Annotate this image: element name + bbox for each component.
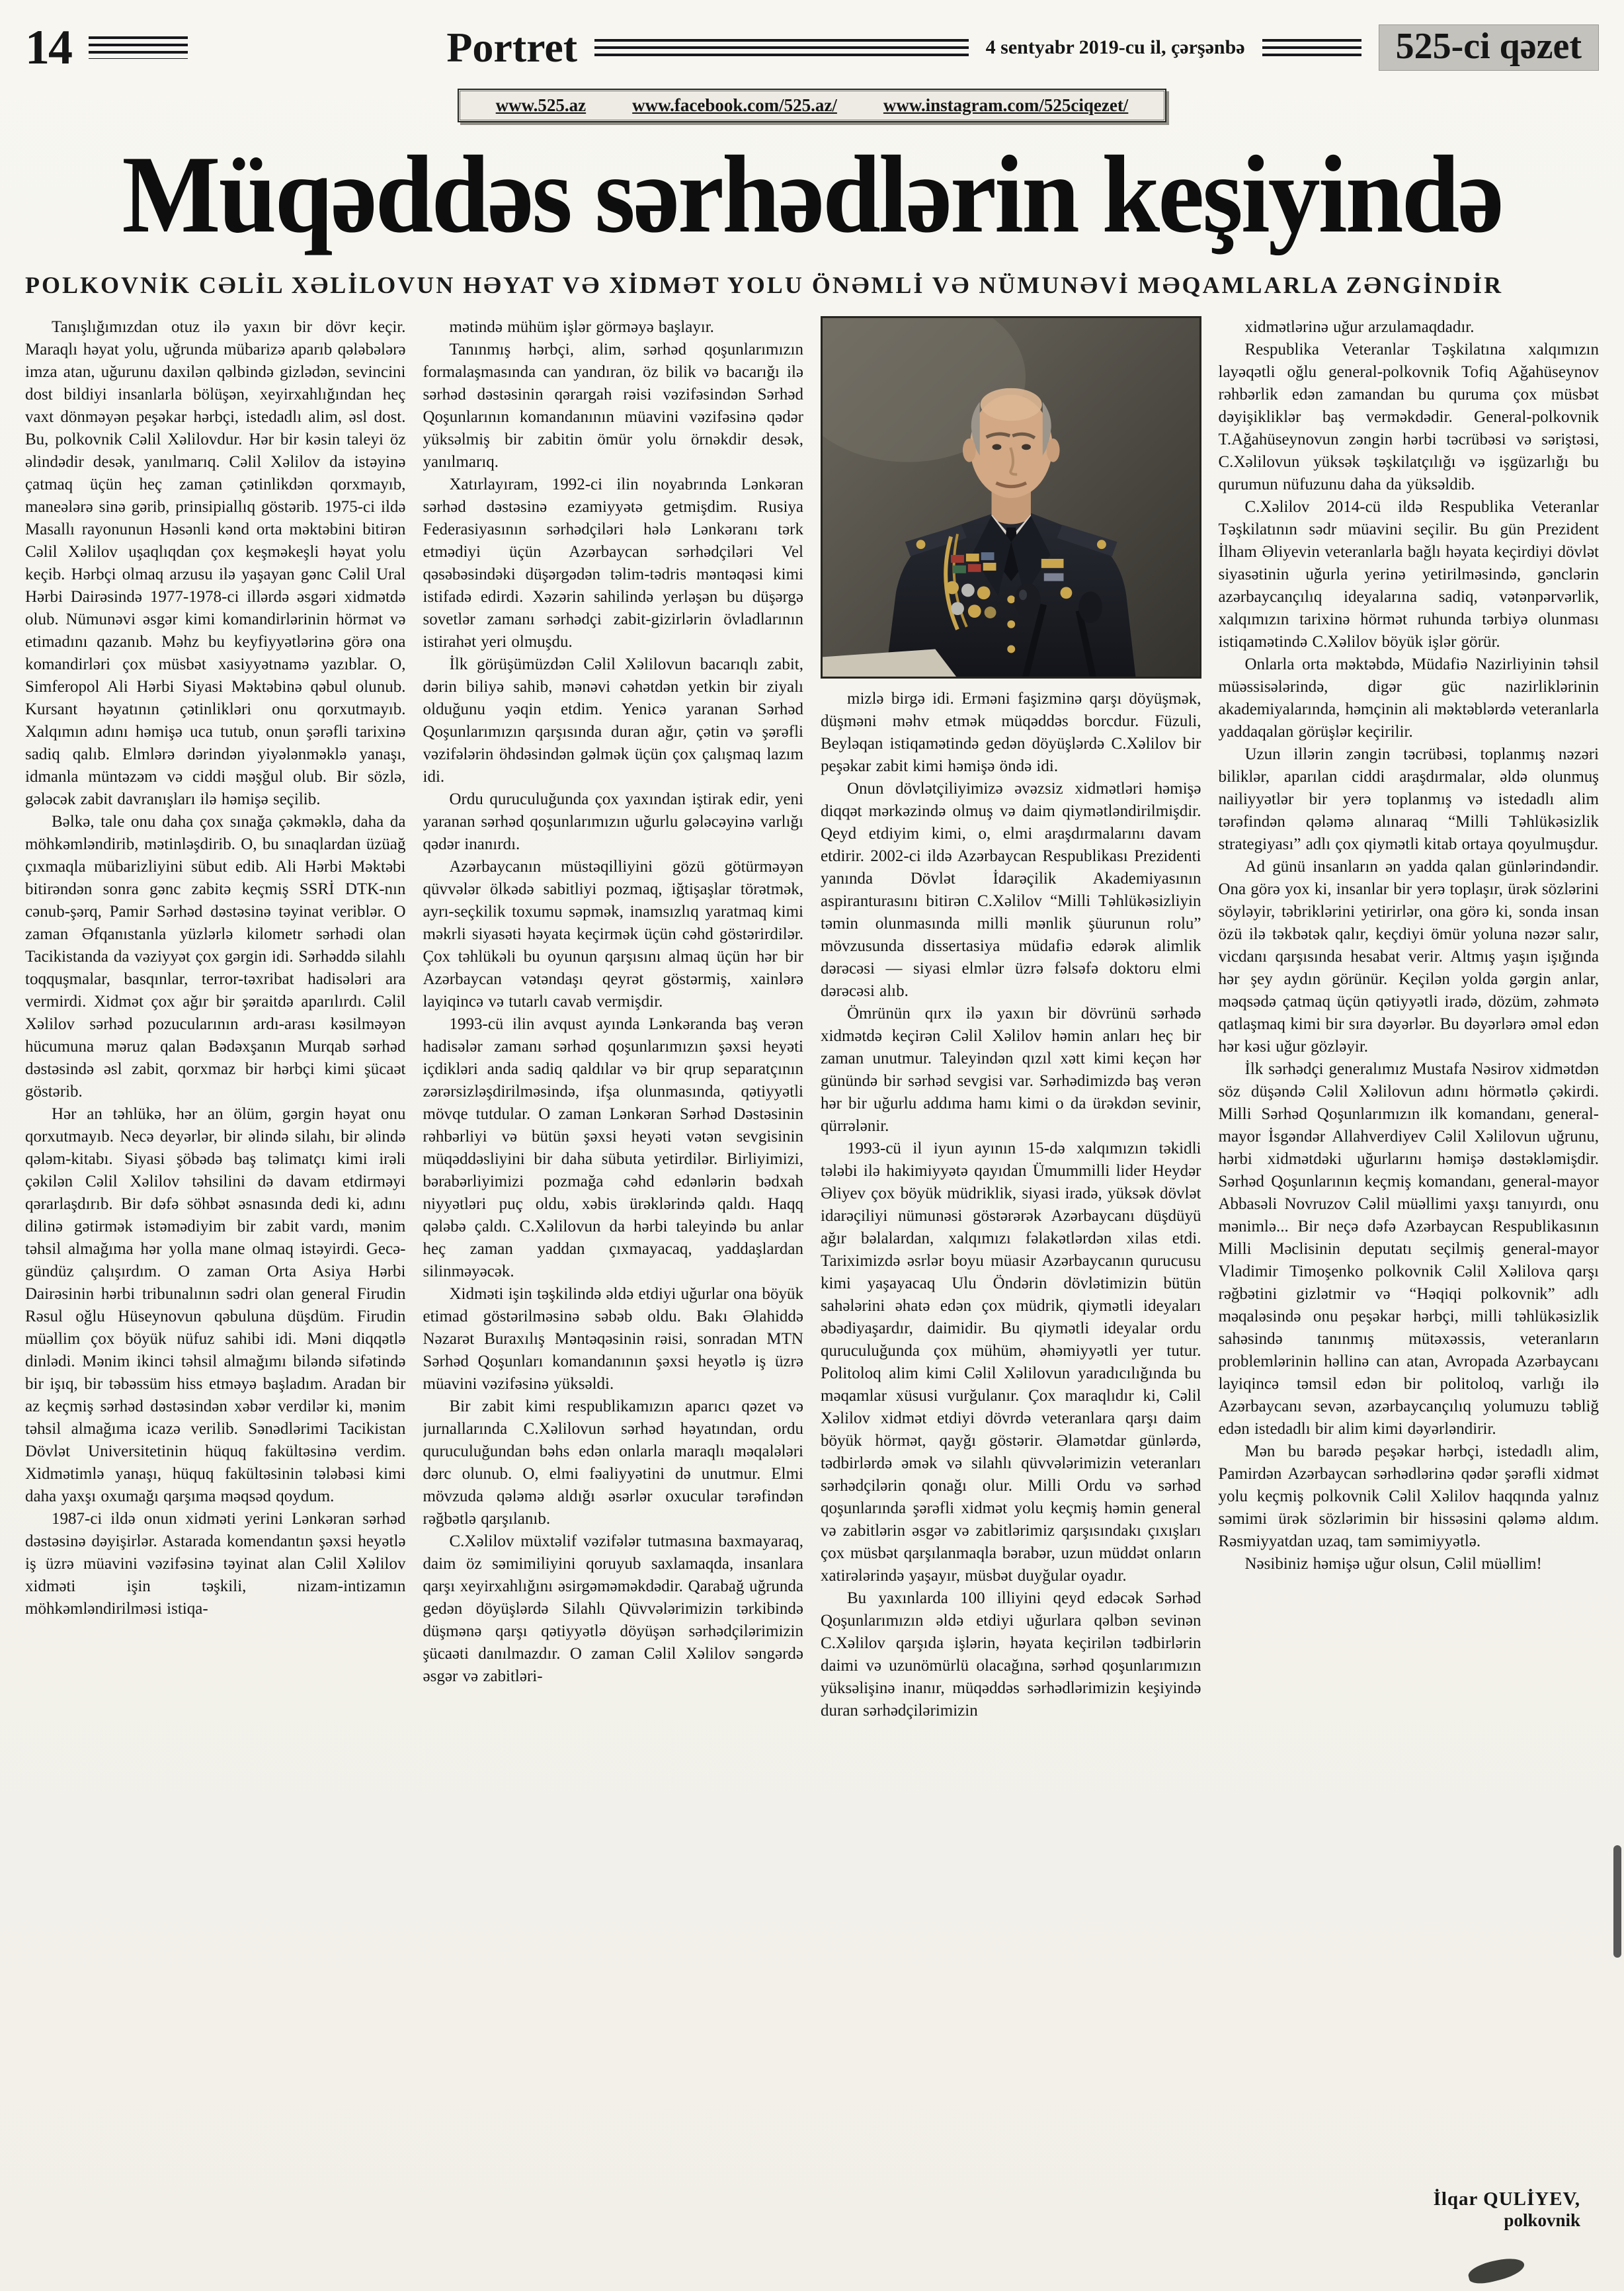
ink-smudge-decoration [1467,2254,1527,2287]
article-paragraph: Ordu quruculuğunda çox yaxından iştirak edir, yeni yaranan sərhəd qoşunlarımızın uğurlu gələcəyinə varlığı qədər inanırdı. [423,790,803,854]
article-paragraph: Uzun illərin zəngin təcrübəsi, toplanmış nəzəri biliklər, aparılan ciddi araşdırmalar, əldə olunmuş nailiyyətlər bir yerə toplanmış və istedadlı alim tərəfindən qələmə alınaraq “Milli Təhlükəsizlik strategiyası” adlı çox qiymətli kitab ortaya qoyulmuşdur. [1218,745,1599,854]
article-paragraph: mətində mühüm işlər görməyə başlayır. [449,318,714,337]
article-paragraph: Hər an təhlükə, hər an ölüm, gərgin həyat onu qorxutmayıb. Necə deyərlər, bir əlində silahı, bir əlində qələm-kitabı. Siyasi şöbədə baş təlimatçı kimi irəli çəkilən Cəlil Xəlilov təhsilini də davam etdirməyi qərarlaşdırıb. Bir dəfə söhbət əsnasında dedi ki, adını dilinə gətirmək istəmədiyim bir zabit vardı, mənim təhsil almağıma hər yolla mane olmaq istəyirdi. Gecə-gündüz çalışırdım. O zaman Orta Asiya Hərbi Dairəsinin hərbi tribunalının sədri olan general Firudin Rəsul oğlu Hüseynovun qəbuluna düşdüm. Firudin müəllim çox böyük nüfuz sahibi idi. Məni diqqətlə dinlədi. Mənim ikinci təhsil almağımı biləndə sifətində bir işıq, bir təbəssüm hiss etməyə başladım. Aradan bir az keçmiş sərhəd dəstəsindən xəbər verdilər ki, mənim təhsil almağıma icazə verilib. Sənədlərimi Tacikistan Dövlət Universitetinin hüquq fakültəsinə verdim. Xidmətimlə yanaşı, hüquq fakültəsinin tələbəsi kimi daha yaxşı oxumağı qarşıma məqsəd qoydum. [25,1105,406,1506]
author-name: İlqar QULİYEV, [1433,2188,1580,2210]
article-paragraph: xidmətlərinə uğur arzulamaqdadır. [1244,318,1475,337]
article-paragraph: 1987-ci ildə onun xidməti yerini Lənkəran sərhəd dəstəsinə dəyişirlər. Astarada komendantın şəxsi heyətlə iş üzrə müavini vəzifəsinə təyinat alan Cəlil Xəlilov xidməti işin təşkili, nizam-intizamın möhkəmləndirilməsi istiqa- [25,1510,406,1618]
article-paragraph: 1993-cü il iyun ayının 15-də xalqımızın təkidli tələbi ilə hakimiyyətə qayıdan Ümummilli lider Heydər Əliyev çox böyük müdriklik, siyasi iradə, yüksək dövlət idarəçiliyi nümunəsi göstərərək Azərbaycanı düşdüyü ağır bəlalardan, xalqımızı fəlakətlərdən xilas etdi. Tariximizdə əsrlər boyu müasir Azərbaycanın qurucusu kimi yaşayacaq Ulu Öndərin dövlətimizin bütün sahələrini əhatə edən çox müdrik, qiymətli ideyaları əbədiyaşardır, daimidir. Bu qiymətli ideyalar ordu quruculuğunda çox mühüm, əhəmiyyətli yer tutur. Politoloq alim kimi Cəlil Xəlilovun yaradıcılığında bu məqamlar xüsusi vurğulanır. Çox maraqlıdır ki, Cəlil Xəlilov xidmət etdiyi dövrdə veteranlara qarşı daim böyük hörmət, qayğı göstərir. Əlamətdar günlərdə, tədbirlərdə əmək və silahlı qüvvələrimizin veteranları sərhədçilərin qonağı olur. Milli Ordu və sərhəd qoşunlarında şərəfli xidmət yolu keçmiş həmin general və zabitlərin əsgər və zabitlərimiz qarşısındakı çıxışları çox müsbət qarşılanmaqla bərabər, uzun müddət onların xatirələrində yaşayır, müsbət duyğular oyadır. [821,1140,1201,1585]
header-rule-lines [1262,39,1361,56]
article-paragraph: Tanınmış hərbçi, alim, sərhəd qoşunlarımızın formalaşmasında can yandıran, öz bilik və bacarığı ilə sərhəd dəstəsinin qərargah rəisi vəzifəsindən Sərhəd Qoşunlarının komandanının müavini vəzifəsinə qədər yüksəlmiş bir zabitin ömür yolu örnəkdir desək, yanılmarıq. [423,341,803,472]
column-text [423,316,804,1688]
article-paragraph: Ömrünün qırx ilə yaxın bir dövrünü sərhədə xidmətdə keçirən Cəlil Xəlilov həmin anları heç bir zaman unutmur. Taleyindən qızıl xətt kimi keçən hər günündə bir sərhəd sevgisi var. Sərhədimizdə baş verən hər bir uğurlu addıma hamı kimi o da ürəkdən sevinir, qürrələnir. [821,1005,1201,1136]
article-paragraph: Mən bu barədə peşəkar hərbçi, istedadlı alim, Pamirdən Azərbaycan sərhədlərinə qədər şərəfli xidmət yolu keçmiş polkovnik Cəlil Xəlilov haqqında yalnız səmimi ürək sözlərimin bir hissəsini qələmə aldım. Rəsmiyyatdan uzaq, tam səmimiyyətlə. [1218,1442,1599,1551]
article-paragraph: Azərbaycanın müstəqilliyini gözü götürməyən qüvvələr ölkədə sabitliyi pozmaq, iğtişaşlar törətmək, ayrı-seçkilik toxumu səpmək, inamsızlıq yaratmaq kimi məkrli siyasəti həyata keçirmək üçün cəhd göstərirdilər. Çox təhlükəli bu oyunun qarşısını almaq üçün hər bir Azərbaycan vətəndaşı qeyrət göstərmiş, xainlərə layiqincə və tutarlı cavab vermişdir. [423,858,803,1011]
article-column-1 [25,316,406,2251]
column-text [821,688,1201,1722]
section-title: Portret [446,24,578,71]
article-paragraph: Bir zabit kimi respublikamızın aparıcı qəzet və jurnallarında C.Xəlilovun sərhəd həyatından, ordu quruculuğundan bəhs edən onlarla maraqlı məqalələri dərc olunub. O, elmi fəaliyyətini də unutmur. Elmi mövzuda qələmə aldığı əsərlər oxucular tərəfindən rəğbətlə qarşılanıb. [423,1397,803,1528]
article-paragraph: İlk görüşümüzdən Cəlil Xəlilovun bacarıqlı zabit, dərin biliyə sahib, mənəvi cəhətdən yetkin bir ziyalı olduğunu yəqin etdim. Yenicə yaranan Sərhəd Qoşunlarımızın qarşısında duran ağır, çətin və şərəfli vəzifələrin öhdəsindən gəlmək üçün çox çalışmaq lazım idi. [423,655,803,786]
issue-date: 4 sentyabr 2019-cu il, çərşənbə [985,36,1245,58]
article-paragraph: C.Xəlilov 2014-cü ildə Respublika Veteranlar Təşkilatının sədr müavini seçilir. Bu gün Prezident İlham Əliyevin veteranlarla bağlı həyata keçirdiyi dövlət siyasətinin uğurla yerinə yetirilməsində, gənclərin azərbaycançılıq ideyalarına sadiq, vətənpərvərlik, xalqımızın tarixinə hörmət ruhunda tərbiyə olunması istiqamətində C.Xəlilov böyük işlər görür. [1218,498,1599,651]
article-paragraph: Onun dövlətçiliyimizə əvəzsiz xidmətləri həmişə diqqət mərkəzində olmuş və daim qiymətləndirilmişdir. Qeyd etdiyim kimi, o, elmi araşdırmalarını davam etdirir. 2002-ci ildə Azərbaycan Respublikası Prezidenti yanında Dövlət İdarəçilik Akademiyasının aspiranturasını bitirən C.Xəlilov “Milli Təhlükəsizliyin təmin olunmasında milli mənlik şüurunun rolu” mövzusunda dissertasiya müdafiə edərək alimlik dərəcəsi — siyasi elmlər üzrə fəlsəfə doktoru elmi dərəcəsi alıb. [821,780,1201,1001]
article-paragraph: Xidməti işin təşkilində əldə etdiyi uğurlar ona böyük etimad göstərilməsinə səbəb oldu. Bakı Əlahiddə Nəzarət Buraxılış Məntəqəsinin rəisi, sonradan MTN Sərhəd Qoşunları komandanının şəxsi heyətlə iş üzrə müavini vəzifəsinə yüksəldi. [423,1285,803,1394]
author-rank: polkovnik [1504,2210,1580,2231]
article-paragraph: Onlarla orta məktəbdə, Müdafiə Nazirliyinin təhsil müəssisələrində, digər güc nazirliklərinin akademiyalarında, həmçinin ali məktəblərdə veteranlarla yaddaqalan görüşlər keçirilir. [1218,655,1599,741]
article-body [25,316,1599,2251]
header-rule-lines [594,39,969,56]
article-paragraph: Ad günü insanların ən yadda qalan günlərindəndir. Ona görə yox ki, insanlar bir yerə toplaşır, ürək sözlərini söyləyir, təbriklərini yetirirlər, ona görə ki, sonda insan özü ilə təkbətək qalır, keçdiyi ömür yoluna nəzər salır, vicdanı qarşısında hesabat verir. Altmış yaşın işığında hər şey aydın görünür. Keçilən yolda gərgin anlar, məqsədə çatmaq üçün qətiyyətli iradə, dözüm, zəhmətə qatlaşmaq kimi bir sıra dəyərlər. Bu dəyərlərə əməl edən hər kəsi uğur gözləyir. [1218,858,1599,1056]
website-url: www.instagram.com/525ciqezet/ [883,95,1129,115]
officer-portrait-illustration [823,318,1199,677]
website-url: www.525.az [495,95,587,115]
article-paragraph: Tanışlığımızdan otuz ilə yaxın bir dövr keçir. Maraqlı həyat yolu, uğrunda mübarizə aparıb qələbələrə imza atan, uğurunu daxilən qəlbində gizlədən, sevincini dost bildiyi insanlarla bölüşən, xeyirxahlığından heç vaxt dönməyən peşəkar hərbçi, istedadlı alim, əsl dost. Bu, polkovnik Cəlil Xəlilovdur. Hər bir kəsin taleyi öz əlindədir desək, yanılmarıq. Cəlil Xəlilov da istəyinə çatmaq üçün heç zaman çətinlikdən qorxmayıb, maneələrə sinə gərib, prinsipiallıq göstərib. 1975-ci ildə Masallı rayonunun Həsənli kənd orta məktəbini bitirən Cəlil Xəlilov uşaqlıqdan çox keşməkeşli həyat yolu keçib. Hərbçi olmaq arzusu ilə yaşayan gənc Cəlil Ural Hərbi Dairəsində 1977-1978-ci illərdə əsgəri xidmətdə olub. Nümunəvi əsgər kimi komandirlərinin hörmət və etimadını qazanıb. Məhz bu keyfiyyətlərinə görə ona komandirləri çox müsbət xasiyyətnamə yazıblar. O, Simferopol Ali Hərbi Siyasi Məktəbinə qəbul olunub. Kursant həyatının çətinlikləri onu qorxutmayıb. Xalqımın adını həmişə uca tutub, onun şərəfli tarixinə sadiq qalıb. Elmlərə dərindən yiyələnməklə yanaşı, idmanla müntəzəm və ciddi məşğul olub. Bir sözlə, gələcək zabit davranışları ilə həmişə seçilib. [25,318,406,809]
author-signature [1219,2179,1600,2251]
article-subheadline: POLKOVNİK CƏLİL XƏLİLOVUN HƏYAT VƏ XİDMƏT YOLU ÖNƏMLİ VƏ NÜMUNƏVİ MƏQAMLARLA ZƏNGİNDİR [25,272,1504,299]
newspaper-masthead: 525-ci qəzet [1379,24,1599,71]
scan-streak-decoration [1613,1845,1621,1958]
page-header [25,17,1599,78]
portrait-photo [821,316,1201,679]
article-paragraph: Respublika Veteranlar Təşkilatına xalqımızın layəqətli oğlu general-polkovnik Tofiq Ağahüseynov rəhbərlik edən zamandan bu quruma çox müsbət dəyişikliklər baş verməkdədir. General-polkovnik T.Ağahüseynovun zəngin hərbi təcrübəsi və səriştəsi, C.Xəlilovun yüksək təşkilatçılığı və işgüzarlığı bu qurumun nüfuzunu daha da yüksəldib. [1218,341,1599,494]
article-paragraph: Nəsibiniz həmişə uğur olsun, Cəlil müəllim! [1244,1555,1542,1573]
header-rule-lines [89,36,188,59]
column-text [1219,316,1600,2179]
page-number: 14 [25,21,71,75]
article-column-4 [1219,316,1600,2251]
article-headline: Müqəddəs sərhədlərin keşiyində [122,133,1502,257]
article-paragraph: 1993-cü ilin avqust ayında Lənkəranda baş verən hadisələr zamanı sərhəd qoşunlarımızın şəxsi heyəti içdikləri anda sadiq qaldılar və bir qrup separatçının zərərsizləşdirilməsində, ifşa olunmasında, qətiyyətli mövqe tutdular. O zaman Lənkəran Sərhəd Dəstəsinin rəhbərliyi və bütün şəxsi heyəti vətən sevgisinin müqəddəsliyini bir daha sübuta yetirdilər. Birliyimizi, bərabərliyimizi pozmağa cəhd edənlərin bədxah niyyətləri puç oldu, xəbis ürəklərində qaldı. Haqq qələbə çaldı. C.Xəlilovun da hərbi taleyində bu anlar heç zaman yaddan çıxmayacaq, yaddaşlardan silinməyəcək. [423,1015,803,1281]
article-paragraph: İlk sərhədçi generalımız Mustafa Nəsirov xidmətdən söz düşəndə Cəlil Xəlilovun adını hörmətlə çəkirdi. Milli Sərhəd Qoşunlarımızın ilk komandanı, general-mayor İsgəndər Allahverdiyev Cəlil Xəlilovun uğrunu, hərbi xidmətdəki uğurlarını həmişə dəstəkləmişdir. Sərhəd Qoşunlarının keçmiş komandanı, general-mayor Abbasəli Novruzov Cəlil müəllimi yaxşı tanıyırdı, onu mənimlə... Bir neçə dəfə Azərbaycan Respublikasının Milli Məclisinin deputatı seçilmiş general-mayor Vladimir Timoşenko polkovnik Cəlil Xəlilova qarşı rəğbətini gizlətmir və “Həqiqi polkovnik” adlı məqaləsində onu peşəkar hərbçi, milli təhlükəsizlik sahəsində tanınmış mütəxəssis, veteranların problemlərinin həllinə can atan, Avropada Azərbaycanı layiqincə təmsil edən bir politoloq, varlığı ilə Azərbaycanı sevən, azərbaycançılıq yolumuzu təbliğ edən istedadlı bir alim kimi dəyərləndirir. [1218,1060,1599,1438]
column-text [25,316,406,1620]
website-bar [458,89,1167,122]
article-column-3 [821,316,1201,2251]
article-paragraph: Xatırlayıram, 1992-ci ilin noyabrında Lənkəran sərhəd dəstəsinə ezamiyyətə getmişdim. Rusiya Federasiyasının sərhədçiləri hələ Lənkəranı tərk etmədiyi üçün Azərbaycan sərhədçiləri Vel qəsəbəsindəki düşərgədən təlim-tədris məntəqəsi kimi istifadə edirdi. Xəzərin sahilində yerləşən bu düşərgə sovetlər zamanı sərhədçi zabit-gizirlərin övladlarının istirahət yeri olmuşdu. [423,476,803,651]
article-paragraph: Bəlkə, tale onu daha çox sınağa çəkməklə, daha da möhkəmləndirib, mətinləşdirib. O, bu sınaqlardan üzüağ çıxmaqla mübarizliyini sübut edib. Ali Hərbi Məktəbi bitirəndən sonra gənc zabitə keçmiş SSRİ DTK-nın cənub-şərq, Pamir Sərhəd dəstəsinə təyinat veriblər. O zaman Əfqanıstanla yüzlərlə kilometr sərhədi olan Tacikistanda da vəziyyət çox gərgin idi. Sərhəddə silahlı toqquşmalar, basqınlar, terror-təxribat hadisələri ara vermirdi. Xidmət çox ağır bir şəraitdə aparılırdı. Cəlil Xəlilov sərhəd pozucularının ardı-arası kəsilməyən hücumuna məruz qalan Bədəxşanın Murqab sərhəd dəstəsində əsl zabit, qorxmaz bir hərbçi kimi şücaət göstərib. [25,813,406,1101]
website-url: www.facebook.com/525.az/ [632,95,837,115]
article-paragraph: C.Xəlilov müxtəlif vəzifələr tutmasına baxmayaraq, daim öz səmimiliyini qoruyub saxlamaqda, insanlara qarşı xeyirxahlığını əsirgəməməkdədir. Qarabağ uğrunda gedən döyüşlərdə Silahlı Qüvvələrimizin tərkibində düşmənə qarşı qətiyyətlə döyüşən sərhədçilərimizin şücaəti danılmazdır. O zaman Cəlil Xəlilov səngərdə əsgər və zabitləri- [423,1532,803,1686]
article-column-2 [423,316,804,2251]
article-paragraph: Bu yaxınlarda 100 illiyini qeyd edəcək Sərhəd Qoşunlarımızın əldə etdiyi uğurlara qəlbən sevinən C.Xəlilov qarşıda işlərin, həyata keçirilən tədbirlərin daimi və uzunömürlü olacağına, sərhəd qoşunlarımızın yüksəlişinə inanır, müqəddəs sərhədlərimizin keşiyində duran sərhədçilərimizin [821,1589,1201,1720]
article-paragraph: mizlə birgə idi. Erməni faşizminə qarşı döyüşmək, düşməni məhv etmək müqəddəs borcdur. Füzuli, Beyləqan istiqamətində gedən döyüşlərdə C.Xəlilov bir peşəkar zabit kimi həmişə öndə idi. [821,690,1201,776]
